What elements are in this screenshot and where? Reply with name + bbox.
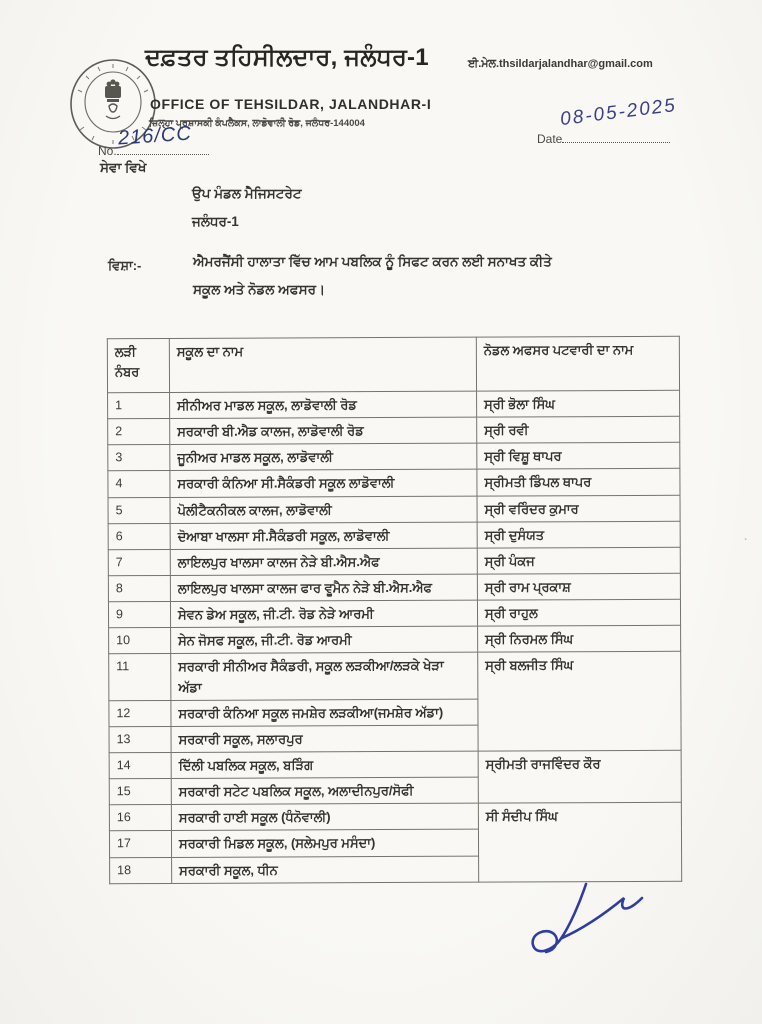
cell-school-name: ਸਰਕਾਰੀ ਸਕੂਲ, ਧੀਨ xyxy=(172,856,479,883)
cell-nodal-officer: ਸ੍ਰੀ ਰਾਹੁਲ xyxy=(477,599,680,626)
letter-number-handwritten: 216/CC xyxy=(117,122,193,150)
org-email: ਈ.ਮੇਲ.thsildarjalandhar@gmail.com xyxy=(468,58,653,70)
cell-serial-number: 2 xyxy=(108,419,170,445)
cell-nodal-officer: ਸ੍ਰੀ ਬਲਜੀਤ ਸਿੰਘ xyxy=(478,652,681,751)
date-line xyxy=(537,130,670,146)
table-row xyxy=(108,443,680,472)
table-row xyxy=(108,495,680,524)
cell-school-name: ਸੇਨ ਜੋਸਫ ਸਕੂਲ, ਜੀ.ਟੀ. ਰੋਡ ਆਰਮੀ xyxy=(171,626,478,653)
cell-school-name: ਦੋਆਬਾ ਖਾਲਸਾ ਸੀ.ਸੈਕੰਡਰੀ ਸਕੂਲ, ਲਾਡੋਵਾਲੀ xyxy=(170,522,477,549)
to-label: ਸੇਵਾ ਵਿਖੇ xyxy=(100,160,147,175)
org-address: ਜ਼ਿਲ੍ਹਾ ਪ੍ਰਸ਼ਾਸਕੀ ਕੰਪਲੈਕਸ, ਲਾਡੋਵਾਲੀ ਰੋਡ, ਜਲੰਧਰ-144004 xyxy=(149,118,365,129)
cell-nodal-officer: ਸ੍ਰੀ ਪੰਕਜ xyxy=(477,547,680,574)
cell-school-name: ਸਰਕਾਰੀ ਕੰਨਿਆ ਸੀ.ਸੈਕੰਡਰੀ ਸਕੂਲ ਲਾਡੋਵਾਲੀ xyxy=(170,470,477,497)
table-row xyxy=(108,599,680,628)
cell-school-name: ਸਰਕਾਰੀ ਸੀਨੀਅਰ ਸੈਕੰਡਰੀ, ਸਕੂਲ ਲੜਕੀਆ/ਲੜਕੇ ਖੇੜਾ ਅੱਡਾ xyxy=(171,653,478,701)
table-row xyxy=(109,652,681,701)
cell-school-name: ਪੋਲੀਟੈਕਨੀਕਲ ਕਾਲਜ, ਲਾਡੋਵਾਲੀ xyxy=(170,496,477,523)
cell-serial-number: 7 xyxy=(108,549,170,575)
schools-table-body xyxy=(108,390,682,883)
table-row xyxy=(108,573,680,602)
cell-serial-number: 10 xyxy=(109,628,171,654)
cell-serial-number: 8 xyxy=(108,575,170,601)
cell-school-name: ਸਰਕਾਰੀ ਹਾਈ ਸਕੂਲ (ਧੰਨੋਵਾਲੀ) xyxy=(171,803,478,830)
date-dotted-leader xyxy=(562,130,670,143)
cell-serial-number: 3 xyxy=(108,445,170,471)
table-row xyxy=(109,803,681,832)
cell-school-name: ਲਾਇਲਪੁਰ ਖਾਲਸਾ ਕਾਲਜ ਨੇੜੇ ਬੀ.ਐਸ.ਐਫ xyxy=(170,548,477,575)
cell-school-name: ਸਰਕਾਰੀ ਕੰਨਿਆ ਸਕੂਲ ਜਮਸ਼ੇਰ ਲੜਕੀਆ(ਜਮਸ਼ੇਰ ਅੱਡਾ) xyxy=(171,699,478,726)
cell-serial-number: 5 xyxy=(108,497,170,523)
table-row xyxy=(108,469,680,498)
cell-school-name: ਸੀਨੀਅਰ ਮਾਡਲ ਸਕੂਲ, ਲਾਡੋਵਾਲੀ ਰੋਡ xyxy=(170,391,477,418)
cell-school-name: ਸਰਕਾਰੀ ਮਿਡਲ ਸਕੂਲ, (ਸਲੇਮਪੁਰ ਮਸੰਦਾ) xyxy=(171,830,478,857)
cell-serial-number: 9 xyxy=(108,602,170,628)
cell-serial-number: 13 xyxy=(109,726,171,752)
cell-nodal-officer: ਸ੍ਰੀ ਰਾਮ ਪ੍ਰਕਾਸ਼ xyxy=(477,573,680,600)
cell-serial-number: 15 xyxy=(109,779,171,805)
cell-school-name: ਸਰਕਾਰੀ ਸਟੇਟ ਪਬਲਿਕ ਸਕੂਲ, ਅਲਾਦੀਨਪੁਰ/ਸੋਫੀ xyxy=(171,777,478,804)
cell-school-name: ਸੇਵਨ ਡੇਅ ਸਕੂਲ, ਜੀ.ਟੀ. ਰੋਡ ਨੇੜੇ ਆਰਮੀ xyxy=(170,600,477,627)
cell-serial-number: 11 xyxy=(109,654,171,701)
header-school-name: ਸਕੂਲ ਦਾ ਨਾਮ xyxy=(169,337,476,392)
cell-nodal-officer: ਸ੍ਰੀ ਭੋਲਾ ਸਿੰਘ xyxy=(477,390,680,417)
table-row xyxy=(108,547,680,576)
cell-nodal-officer: ਸ੍ਰੀ ਦੁਸੰਯਤ xyxy=(477,521,680,548)
schools-nodal-officers-table xyxy=(107,336,682,884)
cell-nodal-officer: ਸ੍ਰੀ ਨਿਰਮਲ ਸਿੰਘ xyxy=(478,626,681,653)
addressee-line-2: ਜਲੰਧਰ-1 xyxy=(192,214,239,229)
cell-nodal-officer: ਸੀ ਸੰਦੀਪ ਸਿੰਘ xyxy=(478,803,681,882)
org-title-english: OFFICE OF TEHSILDAR, JALANDHAR-I xyxy=(150,96,432,112)
table-row xyxy=(108,416,680,445)
cell-serial-number: 1 xyxy=(108,392,170,418)
addressee-line-1: ਉਪ ਮੰਡਲ ਮੈਜਿਸਟਰੇਟ xyxy=(192,186,302,201)
cell-school-name: ਸਰਕਾਰੀ ਸਕੂਲ, ਸਲਾਰਪੁਰ xyxy=(171,725,478,752)
cell-nodal-officer: ਸ੍ਰੀ ਰਵੀ xyxy=(477,416,680,443)
cell-serial-number: 6 xyxy=(108,523,170,549)
cell-serial-number: 17 xyxy=(109,831,171,857)
scan-speck: ` xyxy=(744,538,748,549)
cell-serial-number: 18 xyxy=(110,857,172,883)
header-serial-number: ਲੜੀ ਨੰਬਰ xyxy=(107,338,169,392)
cell-nodal-officer: ਸ੍ਰੀਮਤੀ ਰਾਜਵਿੰਦਰ ਕੌਰ xyxy=(478,750,681,803)
subject-text-line-2: ਸਕੂਲ ਅਤੇ ਨੋਡਲ ਅਫਸਰ। xyxy=(193,282,326,297)
org-title-punjabi: ਦਫ਼ਤਰ ਤਹਿਸੀਲਦਾਰ, ਜਲੰਧਰ-1 xyxy=(145,44,429,71)
table-row xyxy=(108,390,680,419)
no-label: No. xyxy=(98,144,117,158)
cell-serial-number: 4 xyxy=(108,471,170,497)
header-nodal-officer: ਨੋਡਲ ਅਫਸਰ ਪਟਵਾਰੀ ਦਾ ਨਾਮ xyxy=(476,336,679,391)
cell-nodal-officer: ਸ੍ਰੀਮਤੀ ਡਿੰਪਲ ਥਾਪਰ xyxy=(477,469,680,496)
cell-nodal-officer: ਸ੍ਰੀ ਵਰਿੰਦਰ ਕੁਮਾਰ xyxy=(477,495,680,522)
cell-serial-number: 12 xyxy=(109,700,171,726)
cell-school-name: ਜੂਨੀਅਰ ਮਾਡਲ ਸਕੂਲ, ਲਾਡੋਵਾਲੀ xyxy=(170,443,477,470)
table-header-row xyxy=(107,336,679,392)
cell-serial-number: 14 xyxy=(109,752,171,778)
cell-serial-number: 16 xyxy=(109,805,171,831)
cell-nodal-officer: ਸ੍ਰੀ ਵਿਸ਼ੂ ਥਾਪਰ xyxy=(477,443,680,470)
table-row xyxy=(108,521,680,550)
table-row xyxy=(109,626,681,655)
cell-school-name: ਸਰਕਾਰੀ ਬੀ.ਐਡ ਕਾਲਜ, ਲਾਡੋਵਾਲੀ ਰੋਡ xyxy=(170,417,477,444)
subject-label: ਵਿਸ਼ਾ:- xyxy=(108,258,142,273)
signature-ink xyxy=(520,878,660,970)
date-label: Date xyxy=(537,132,563,146)
table-row xyxy=(109,750,681,779)
subject-text-line-1: ਐਮਰਜੈਂਸੀ ਹਾਲਾਤਾ ਵਿੱਚ ਆਮ ਪਬਲਿਕ ਨੂੰ ਸਿਫਟ ਕਰਨ ਲਈ ਸਨਾਖਤ ਕੀਤੇ xyxy=(193,254,552,269)
cell-school-name: ਲਾਇਲਪੁਰ ਖਾਲਸਾ ਕਾਲਜ ਫਾਰ ਵੂਮੈਨ ਨੇੜੇ ਬੀ.ਐਸ.ਐਫ xyxy=(170,574,477,601)
cell-school-name: ਦਿੱਲੀ ਪਬਲਿਕ ਸਕੂਲ, ਬੜਿੰਗ xyxy=(171,751,478,778)
date-handwritten: 08-05-2025 xyxy=(559,94,678,131)
